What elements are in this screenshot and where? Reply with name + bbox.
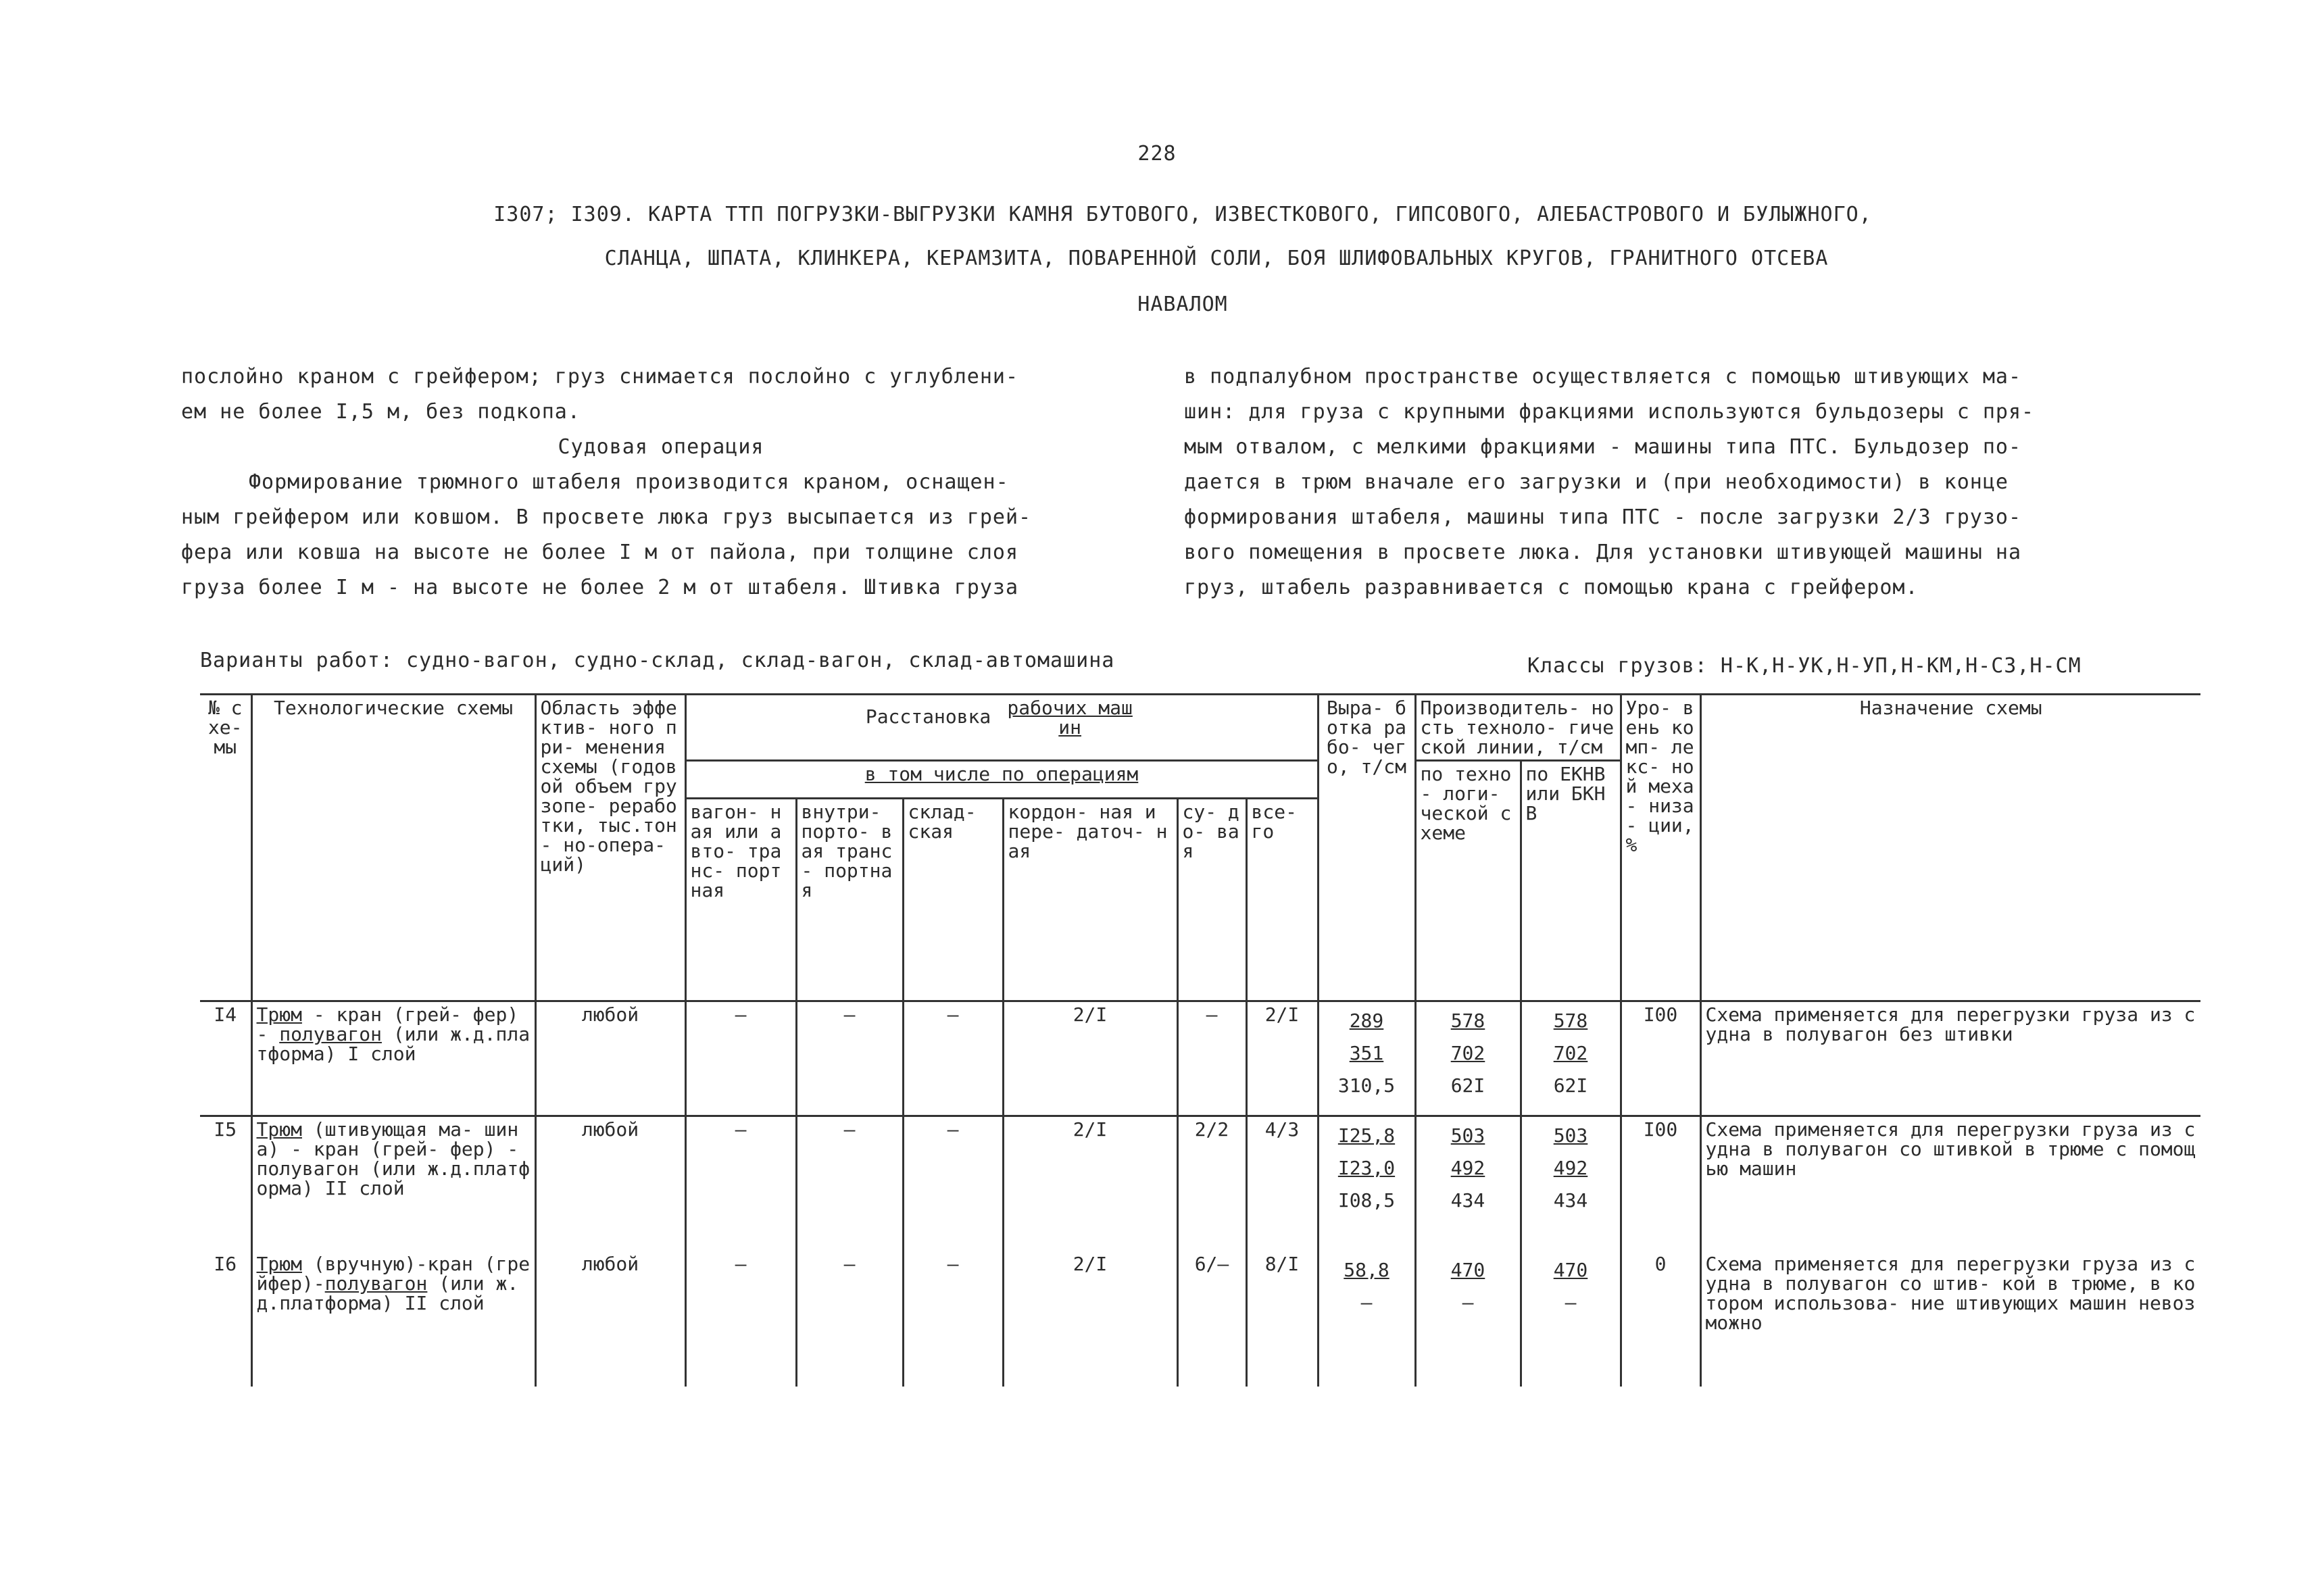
row-prod2-1: 578 bbox=[1553, 1009, 1588, 1032]
row-level: I00 bbox=[1621, 1001, 1700, 1116]
row-tech-a: Трюм bbox=[256, 1252, 302, 1275]
right-line-3: мым отвалом, с мелкими фракциями - машины типа ПТС. Бульдозер по- bbox=[1184, 435, 2021, 459]
row-prod1 bbox=[1415, 1251, 1521, 1387]
row-output-1: 289 bbox=[1349, 1009, 1384, 1032]
row-prod1 bbox=[1415, 1001, 1521, 1116]
row-tech-c: полувагон bbox=[279, 1023, 382, 1045]
row-op5: – bbox=[1177, 1001, 1246, 1116]
row-tech-a: Трюм bbox=[256, 1003, 302, 1026]
row-prod2 bbox=[1521, 1116, 1621, 1251]
right-line-7: груз, штабель разравнивается с помощью крана с грейфером. bbox=[1184, 576, 1919, 599]
right-column bbox=[1184, 359, 2144, 605]
page-number: 228 bbox=[1137, 142, 1177, 166]
technology-table bbox=[200, 693, 2200, 1387]
header-area: Область эффектив- ного при- менения схемы (годовой объем грузопе- реработки, тыс.тон- но-опера- ций) bbox=[535, 695, 685, 1001]
row-tech-b: (вручную)-кран (грейфер)- bbox=[256, 1252, 531, 1295]
right-line-6: вого помещения в просвете люка. Для установки штивующей машины на bbox=[1184, 541, 2021, 564]
header-op1: вагон- ная или авто- транс- портная bbox=[685, 799, 796, 1001]
row-output bbox=[1318, 1251, 1415, 1387]
row-op6: 4/3 bbox=[1246, 1116, 1318, 1251]
row-prod2-2: 702 bbox=[1553, 1042, 1588, 1064]
header-placement bbox=[685, 695, 1318, 761]
header-op2: внутри- порто- вая транс- портная bbox=[796, 799, 903, 1001]
row-op2: – bbox=[796, 1116, 903, 1251]
row-output bbox=[1318, 1116, 1415, 1251]
row-num: I5 bbox=[200, 1116, 251, 1251]
row-prod2-1: 503 bbox=[1553, 1124, 1588, 1147]
header-row-1 bbox=[200, 695, 2200, 761]
table-row bbox=[200, 1116, 2200, 1251]
header-tech: Технологические схемы bbox=[251, 695, 535, 1001]
header-op5: су- до- вая bbox=[1177, 799, 1246, 1001]
row-prod1-3: 62I bbox=[1450, 1074, 1485, 1097]
row-op2: – bbox=[796, 1251, 903, 1387]
row-prod2-3: 434 bbox=[1553, 1189, 1588, 1212]
row-op3: – bbox=[903, 1116, 1003, 1251]
row-prod2-2: 492 bbox=[1553, 1157, 1588, 1179]
row-op4: 2/I bbox=[1003, 1001, 1177, 1116]
row-output-3: I08,5 bbox=[1337, 1189, 1396, 1212]
header-prod-scheme: по техно- логи- ческой схеме bbox=[1415, 761, 1521, 1001]
row-prod2 bbox=[1521, 1251, 1621, 1387]
row-purpose: Схема применяется для перегрузки груза из судна в полувагон со штивкой в трюме с помощью машин bbox=[1700, 1116, 2200, 1251]
row-op6: 2/I bbox=[1246, 1001, 1318, 1116]
row-op4: 2/I bbox=[1003, 1116, 1177, 1251]
row-op1: – bbox=[685, 1001, 796, 1116]
row-op3: – bbox=[903, 1001, 1003, 1116]
row-tech bbox=[251, 1001, 535, 1116]
row-area: любой bbox=[535, 1251, 685, 1387]
row-tech-d: (или ж.д.платформа) I слой bbox=[256, 1023, 531, 1065]
row-purpose: Схема применяется для перегрузки груза из судна в полувагон без штивки bbox=[1700, 1001, 2200, 1116]
row-output bbox=[1318, 1001, 1415, 1116]
row-prod1-2: – bbox=[1462, 1291, 1474, 1314]
row-tech-c: полувагон bbox=[324, 1272, 428, 1295]
right-line-5: формирования штабеля, машины типа ПТС - после загрузки 2/3 грузо- bbox=[1184, 505, 2021, 529]
row-prod1-2: 702 bbox=[1450, 1042, 1485, 1064]
row-op5: 6/– bbox=[1177, 1251, 1246, 1387]
row-prod2 bbox=[1521, 1001, 1621, 1116]
row-purpose: Схема применяется для перегрузки груза из судна в полувагон со штив- кой в трюме, в котором использова- ние штивующих машин невозможно bbox=[1700, 1251, 2200, 1387]
row-area: любой bbox=[535, 1116, 685, 1251]
header-level: Уро- вень комп- лекс- ной меха- низа- ции, % bbox=[1621, 695, 1700, 1001]
row-output-2: I23,0 bbox=[1337, 1157, 1396, 1179]
row-op6: 8/I bbox=[1246, 1251, 1318, 1387]
header-op6: все- го bbox=[1246, 799, 1318, 1001]
row-output-1: I25,8 bbox=[1337, 1124, 1396, 1147]
row-op5: 2/2 bbox=[1177, 1116, 1246, 1251]
row-op3: – bbox=[903, 1251, 1003, 1387]
row-prod1-3: 434 bbox=[1450, 1189, 1485, 1212]
left-para-line-1: Формирование трюмного штабеля производится краном, оснащен- bbox=[249, 470, 1009, 494]
table-row bbox=[200, 1001, 2200, 1116]
header-op3: склад- ская bbox=[903, 799, 1003, 1001]
header-op4: кордон- ная и пере- даточ- ная bbox=[1003, 799, 1177, 1001]
row-prod1-2: 492 bbox=[1450, 1157, 1485, 1179]
right-line-1: в подпалубном пространстве осуществляется с помощью штивующих ма- bbox=[1184, 365, 2021, 389]
left-para-line-2: ным грейфером или ковшом. В просвете люка груз высыпается из грей- bbox=[181, 505, 1032, 529]
row-num: I4 bbox=[200, 1001, 251, 1116]
header-prod: Производитель- ность техноло- гической линии, т/см bbox=[1415, 695, 1621, 761]
row-num: I6 bbox=[200, 1251, 251, 1387]
table-row bbox=[200, 1251, 2200, 1387]
row-prod1-1: 503 bbox=[1450, 1124, 1485, 1147]
row-level: 0 bbox=[1621, 1251, 1700, 1387]
row-tech bbox=[251, 1116, 535, 1251]
row-op2: – bbox=[796, 1001, 903, 1116]
row-op1: – bbox=[685, 1116, 796, 1251]
row-tech-b: - кран (грей- фер) - bbox=[256, 1003, 519, 1045]
row-tech bbox=[251, 1251, 535, 1387]
row-tech-b: (штивующая ма- шина) - кран (грей- фер) - полувагон (или ж.д.платформа) II слой bbox=[256, 1118, 531, 1199]
left-column bbox=[181, 359, 1141, 605]
row-area: любой bbox=[535, 1001, 685, 1116]
work-variants: Варианты работ: судно-вагон, судно-склад, склад-вагон, склад-автомашина bbox=[200, 649, 1115, 672]
title-line-2: СЛАНЦА, ШПАТА, КЛИНКЕРА, КЕРАМЗИТА, ПОВАРЕННОЙ СОЛИ, БОЯ ШЛИФОВАЛЬНЫХ КРУГОВ, ГРАНИТНОГО ОТСЕВА bbox=[604, 247, 1829, 270]
header-placement-b: рабочих машин bbox=[1007, 697, 1133, 739]
header-num: № схе- мы bbox=[200, 695, 251, 1001]
row-output-2: 351 bbox=[1349, 1042, 1384, 1064]
right-line-4: дается в трюм вначале его загрузки и (при необходимости) в конце bbox=[1184, 470, 2009, 494]
title-line-1: I307; I309. КАРТА ТТП ПОГРУЗКИ-ВЫГРУЗКИ КАМНЯ БУТОВОГО, ИЗВЕСТКОВОГО, ГИПСОВОГО, АЛЕБАСТРОВОГО И БУЛЫЖНОГО, bbox=[493, 203, 1872, 226]
row-prod2-2: – bbox=[1565, 1291, 1577, 1314]
left-para-line-4: груза более I м - на высоте не более 2 м от штабеля. Штивка груза bbox=[181, 576, 1018, 599]
row-prod1-1: 578 bbox=[1450, 1009, 1485, 1032]
row-output-2: – bbox=[1360, 1291, 1373, 1314]
row-op4: 2/I bbox=[1003, 1251, 1177, 1387]
row-prod1-1: 470 bbox=[1450, 1258, 1485, 1281]
left-intro-line-1: послойно краном с грейфером; груз снимается послойно с углублени- bbox=[181, 365, 1018, 389]
row-tech-a: Трюм bbox=[256, 1118, 302, 1141]
header-output: Выра- ботка рабо- чего, т/см bbox=[1318, 695, 1415, 1001]
row-prod2-3: 62I bbox=[1553, 1074, 1588, 1097]
header-prod-ekn: по ЕКНВ или БКНВ bbox=[1521, 761, 1621, 1001]
row-tech-d: (или ж.д.платформа) II слой bbox=[256, 1272, 519, 1314]
row-output-3: 310,5 bbox=[1337, 1074, 1396, 1097]
row-op1: – bbox=[685, 1251, 796, 1387]
section-heading: Судовая операция bbox=[558, 435, 764, 459]
header-by-op: в том числе по операциям bbox=[685, 761, 1318, 799]
left-intro-line-2: ем не более I,5 м, без подкопа. bbox=[181, 400, 581, 424]
row-prod1 bbox=[1415, 1116, 1521, 1251]
left-para-line-3: фера или ковша на высоте не более I м от пайола, при толщине слоя bbox=[181, 541, 1018, 564]
right-line-2: шин: для груза с крупными фракциями используются бульдозеры с пря- bbox=[1184, 400, 2035, 424]
cargo-classes: Классы грузов: Н-К,Н-УК,Н-УП,Н-КМ,Н-СЗ,Н-СМ bbox=[1527, 654, 2082, 678]
row-prod2-1: 470 bbox=[1553, 1258, 1588, 1281]
header-placement-a: Расстановка bbox=[865, 705, 991, 728]
header-purpose: Назначение схемы bbox=[1700, 695, 2200, 1001]
row-level: I00 bbox=[1621, 1116, 1700, 1251]
row-output-1: 58,8 bbox=[1344, 1258, 1389, 1281]
title-line-3: НАВАЛОМ bbox=[1137, 293, 1228, 316]
